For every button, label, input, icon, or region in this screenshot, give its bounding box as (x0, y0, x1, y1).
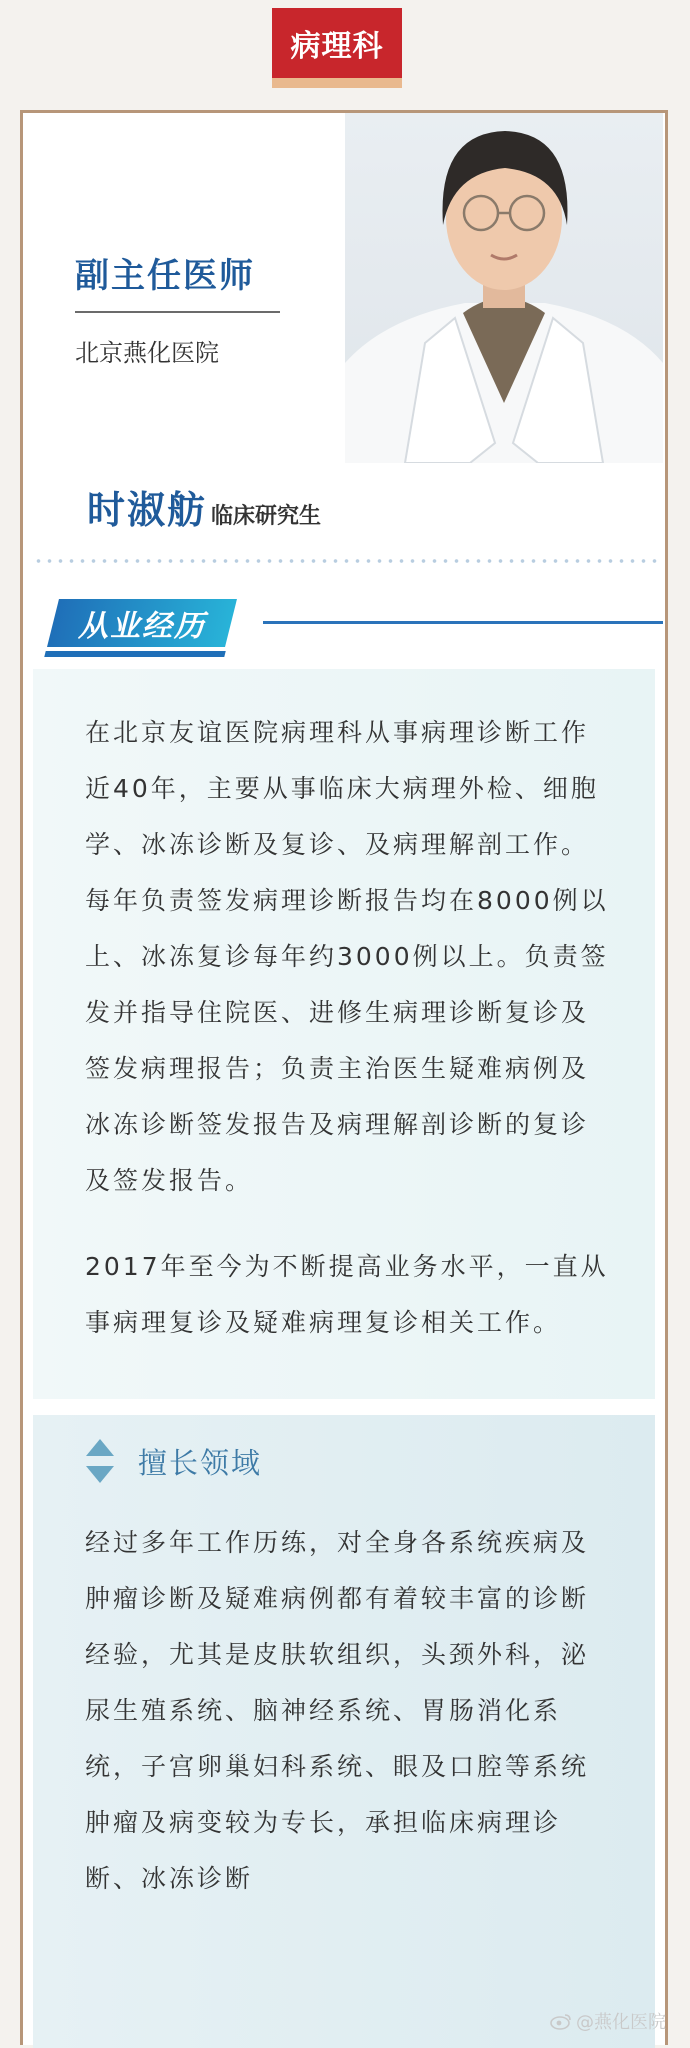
experience-heading: 从业经历 (78, 609, 206, 644)
title-divider (75, 311, 280, 313)
dotted-divider (33, 558, 658, 564)
weibo-icon (550, 2012, 572, 2030)
profile-card (20, 110, 668, 2045)
doctor-title: 副主任医师 (75, 256, 255, 296)
hospital-name: 北京燕化医院 (75, 339, 219, 367)
experience-paragraph-2: 2017年至今为不断提高业务水平，一直从事病理复诊及疑难病理复诊相关工作。 (85, 1252, 609, 1337)
specialty-paragraph: 经过多年工作历练，对全身各系统疾病及肿瘤诊断及疑难病例都有着较丰富的诊断经验，尤其是皮肤软组织，头颈外科，泌尿生殖系统、脑神经系统、胃肠消化系统，子宫卵巢妇科系统、眼及口腔等系统肿瘤及病变较为专长，承担临床病理诊断、冰冻诊断 (85, 1528, 590, 1893)
chevron-up-down-icon (85, 1437, 115, 1485)
experience-tag (47, 599, 237, 647)
experience-heading-line (263, 621, 663, 624)
experience-paragraph-1: 在北京友谊医院病理科从事病理诊断工作近40年，主要从事临床大病理外检、细胞学、冰冻诊断及复诊、及病理解剖工作。每年负责签发病理诊断报告均在8000例以上、冰冻复诊每年约3000例以上。负责签发并指导住院医、进修生病理诊断复诊及签发病理报告；负责主治医生疑难病例及冰冻诊断签发报告及病理解剖诊断的复诊及签发报告。 (85, 718, 609, 1195)
watermark (550, 2008, 666, 2034)
doctor-degree: 临床研究生 (211, 504, 322, 529)
watermark-text: @燕化医院 (576, 2012, 666, 2033)
profile-header (23, 113, 665, 583)
experience-panel (33, 669, 655, 1399)
specialty-heading: 擅长领域 (138, 1446, 263, 1480)
doctor-name-row (87, 479, 321, 534)
department-banner (272, 8, 402, 88)
specialty-panel (33, 1415, 655, 2048)
experience-tag-underline (44, 651, 225, 657)
doctor-photo (345, 113, 663, 463)
doctor-portrait-illustration (345, 113, 663, 463)
doctor-name: 时淑舫 (87, 488, 208, 532)
department-label: 病理科 (290, 29, 384, 64)
